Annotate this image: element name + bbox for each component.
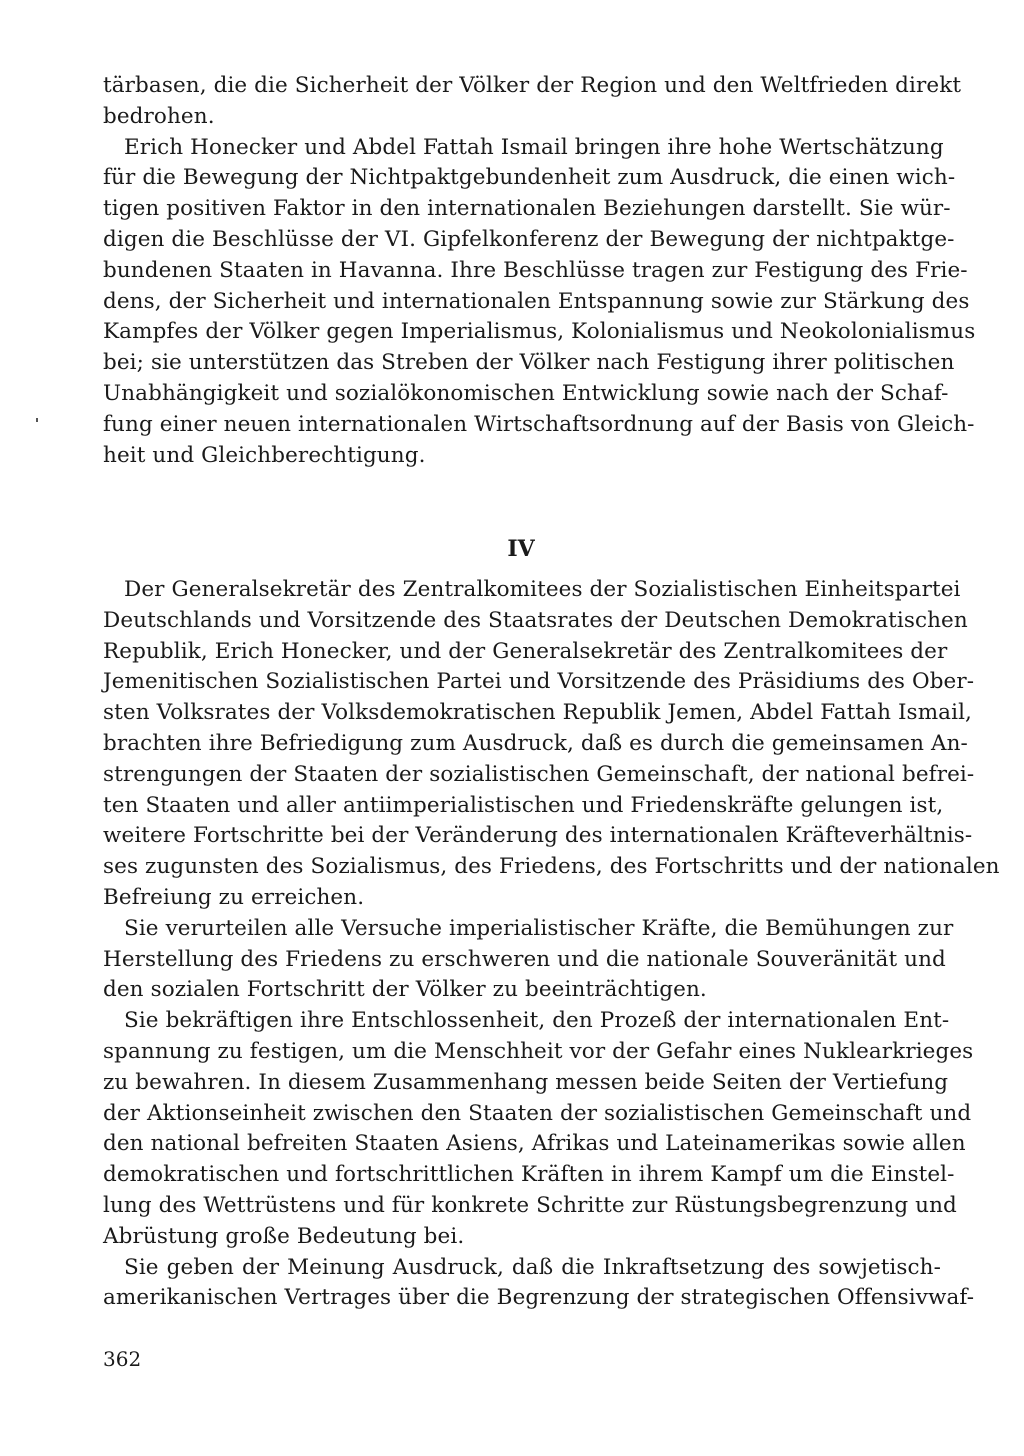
text-line: der Aktionseinheit zwischen den Staaten der sozialistischen Gemeinschaft und [103,1100,972,1126]
margin-dot [36,418,38,422]
paragraph [103,914,954,1006]
text-block-lower [103,575,1000,1314]
section-heading: IV [507,536,535,562]
text-line: strengungen der Staaten der sozialistischen Gemeinschaft, der national befrei- [103,761,975,787]
text-line: Sie geben der Meinung Ausdruck, daß die Inkraftsetzung des sowjetisch- [124,1254,941,1280]
text-line: digen die Beschlüsse der VI. Gipfelkonferenz der Bewegung der nichtpaktge- [103,226,955,252]
text-line: spannung zu festigen, um die Menschheit vor der Gefahr eines Nuklearkrieges [103,1038,974,1064]
text-line: lung des Wettrüstens und für konkrete Schritte zur Rüstungsbegrenzung und [103,1192,957,1218]
text-line: den sozialen Fortschritt der Völker zu beeinträchtigen. [103,977,707,1003]
text-line: tigen positiven Faktor in den internationalen Beziehungen darstellt. Sie wür- [103,196,951,222]
text-line: Abrüstung große Bedeutung bei. [103,1223,465,1249]
paragraph [103,1006,974,1252]
text-line: Republik, Erich Honecker, und der Generalsekretär des Zentralkomitees der [103,638,948,664]
text-line: für die Bewegung der Nichtpaktgebundenheit zum Ausdruck, die einen wich- [103,165,956,191]
text-line: bundenen Staaten in Havanna. Ihre Beschlüsse tragen zur Festigung des Frie- [103,257,968,283]
paragraph [103,71,962,133]
text-line: brachten ihre Befriedigung zum Ausdruck, daß es durch die gemeinsamen An- [103,730,968,756]
text-line: bedrohen. [103,103,215,129]
text-line: Kampfes der Völker gegen Imperialismus, Kolonialismus und Neokolonialismus [103,319,976,345]
text-line: ses zugunsten des Sozialismus, des Friedens, des Fortschritts und der nationalen [103,854,1000,880]
paragraph [103,133,976,472]
paragraph [103,575,1000,914]
text-line: bei; sie unterstützen das Streben der Völker nach Festigung ihrer politischen [103,350,955,376]
text-line: Herstellung des Friedens zu erschweren und die nationale Souveränität und [103,946,946,972]
text-line: zu bewahren. In diesem Zusammenhang messen beide Seiten der Vertiefung [103,1069,949,1095]
text-line: Unabhängigkeit und sozialökonomischen Entwicklung sowie nach der Schaf- [103,380,949,406]
text-line: sten Volksrates der Volksdemokratischen Republik Jemen, Abdel Fattah Ismail, [103,700,972,726]
text-line: amerikanischen Vertrages über die Begrenzung der strategischen Offensivwaf- [103,1285,975,1311]
text-line: Der Generalsekretär des Zentralkomitees der Sozialistischen Einheitspartei [124,577,961,602]
text-line: fung einer neuen internationalen Wirtschaftsordnung auf der Basis von Gleich- [103,411,975,437]
text-line: tärbasen, die die Sicherheit der Völker der Region und den Weltfrieden direkt [103,73,962,98]
text-line: weitere Fortschritte bei der Veränderung des internationalen Kräfteverhältnis- [103,823,973,849]
text-line: Erich Honecker und Abdel Fattah Ismail bringen ihre hohe Wertschätzung [124,134,944,160]
text-line: den national befreiten Staaten Asiens, Afrikas und Lateinamerikas sowie allen [103,1131,966,1157]
text-line: Sie verurteilen alle Versuche imperialistischer Kräfte, die Bemühungen zur [124,915,954,941]
text-line: Befreiung zu erreichen. [103,884,365,910]
text-line: heit und Gleichberechtigung. [103,442,426,468]
text-line: Jemenitischen Sozialistischen Partei und Vorsitzende des Präsidiums des Ober- [103,669,975,695]
text-line: Sie bekräftigen ihre Entschlossenheit, den Prozeß der internationalen Ent- [124,1008,950,1034]
text-line: Deutschlands und Vorsitzende des Staatsrates der Deutschen Demokratischen [103,607,968,633]
paragraph [103,1253,975,1315]
text-line: dens, der Sicherheit und internationalen Entspannung sowie zur Stärkung des [103,288,970,314]
text-line: ten Staaten und aller antiimperialistischen und Friedenskräfte gelungen ist, [103,792,944,818]
text-block-upper [103,71,976,471]
text-line: demokratischen und fortschrittlichen Kräften in ihrem Kampf um die Einstel- [103,1162,955,1188]
page-number: 362 [103,1347,142,1371]
